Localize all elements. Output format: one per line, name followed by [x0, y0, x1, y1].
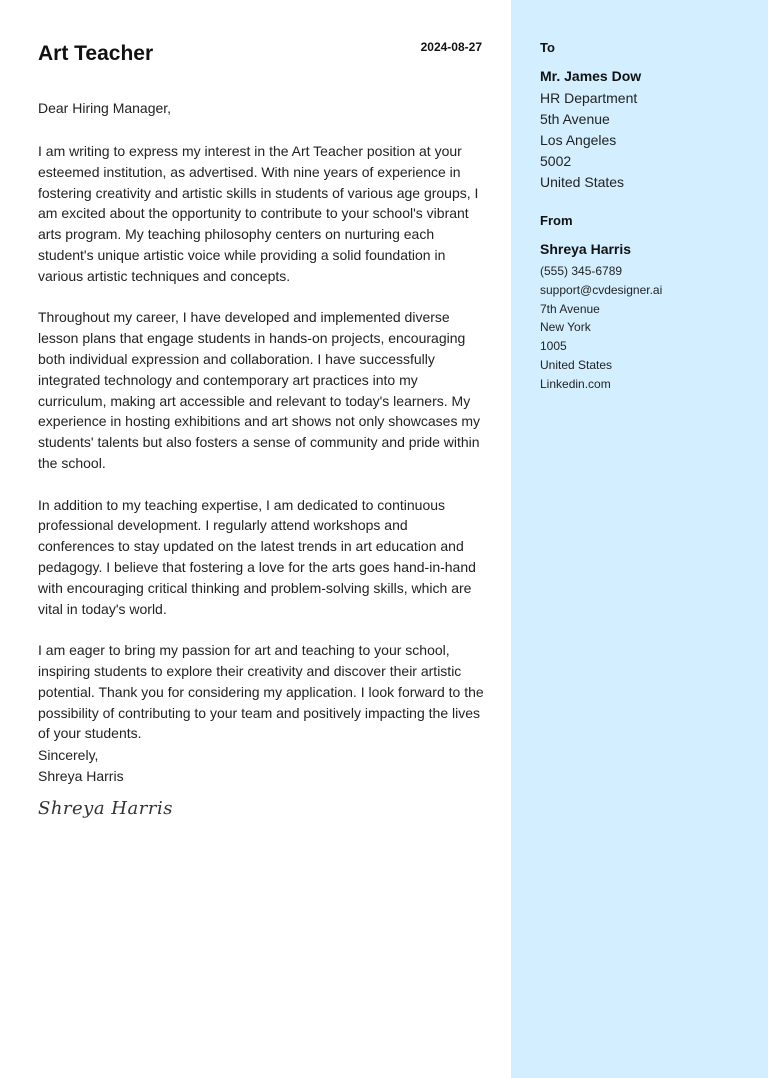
- letter-title: Art Teacher: [38, 42, 154, 65]
- contact-sidebar: [511, 0, 768, 1078]
- sender-street: 7th Avenue: [540, 301, 600, 316]
- recipient-name: Mr. James Dow: [540, 68, 642, 84]
- sender-website: Linkedin.com: [540, 376, 611, 391]
- to-label: To: [540, 40, 555, 55]
- letter-body: [38, 141, 484, 765]
- recipient-department: HR Department: [540, 90, 638, 106]
- sender-zip: 1005: [540, 339, 567, 354]
- sender-email: support@cvdesigner.ai: [540, 282, 663, 297]
- salutation: Dear Hiring Manager,: [38, 100, 172, 116]
- body-paragraph: I am eager to bring my passion for art and teaching to your school, inspiring students to explore their creativity and discover their artistic potential. Thank you for considering my application. I look forward to the possibility of contributing to your team and positively impacting the lives of your students.: [38, 642, 484, 742]
- recipient-zip: 5002: [540, 153, 572, 169]
- body-paragraph: I am writing to express my interest in the Art Teacher position at your esteemed institution, as advertised. With nine years of experience in fostering creativity and artistic skills in students of various age groups, I am excited about the opportunity to contribute to your school's vibrant arts program. My teaching philosophy centers on nurturing each student's unique artistic voice while providing a solid foundation in various artistic techniques and concepts.: [38, 143, 479, 284]
- recipient-address: [540, 88, 637, 193]
- sender-country: United States: [540, 357, 613, 372]
- recipient-street: 5th Avenue: [540, 111, 610, 127]
- from-label: From: [540, 213, 573, 228]
- sender-phone: (555) 345-6789: [540, 264, 623, 278]
- closing-phrase: Sincerely,: [38, 747, 99, 763]
- body-paragraph: Throughout my career, I have developed and implemented diverse lesson plans that engage students in hands-on projects, encouraging both individual expression and collaboration. I have successfully integrated technology and contemporary art practices into my curriculum, making art accessible and relevant to today's learners. My experience in hosting exhibitions and art shows not only showcases my students' talents but also fosters a sense of community and pride within the school.: [38, 309, 481, 471]
- sender-city: New York: [540, 320, 591, 335]
- recipient-city: Los Angeles: [540, 132, 617, 148]
- sender-name-closing: Shreya Harris: [38, 767, 124, 784]
- handwritten-signature: Shreya Harris: [38, 798, 173, 819]
- letter-date: 2024-08-27: [420, 40, 482, 54]
- sender-name: Shreya Harris: [540, 241, 632, 257]
- body-paragraph: In addition to my teaching expertise, I am dedicated to continuous professional development. I regularly attend workshops and conferences to stay updated on the latest trends in art education and pedagogy. I believe that fostering a love for the arts goes hand-in-hand with encouraging critical thinking and problem-solving skills, which are vital in today's world.: [38, 496, 476, 617]
- recipient-country: United States: [540, 174, 625, 190]
- closing-block: [38, 745, 124, 787]
- sender-contact: [540, 262, 662, 394]
